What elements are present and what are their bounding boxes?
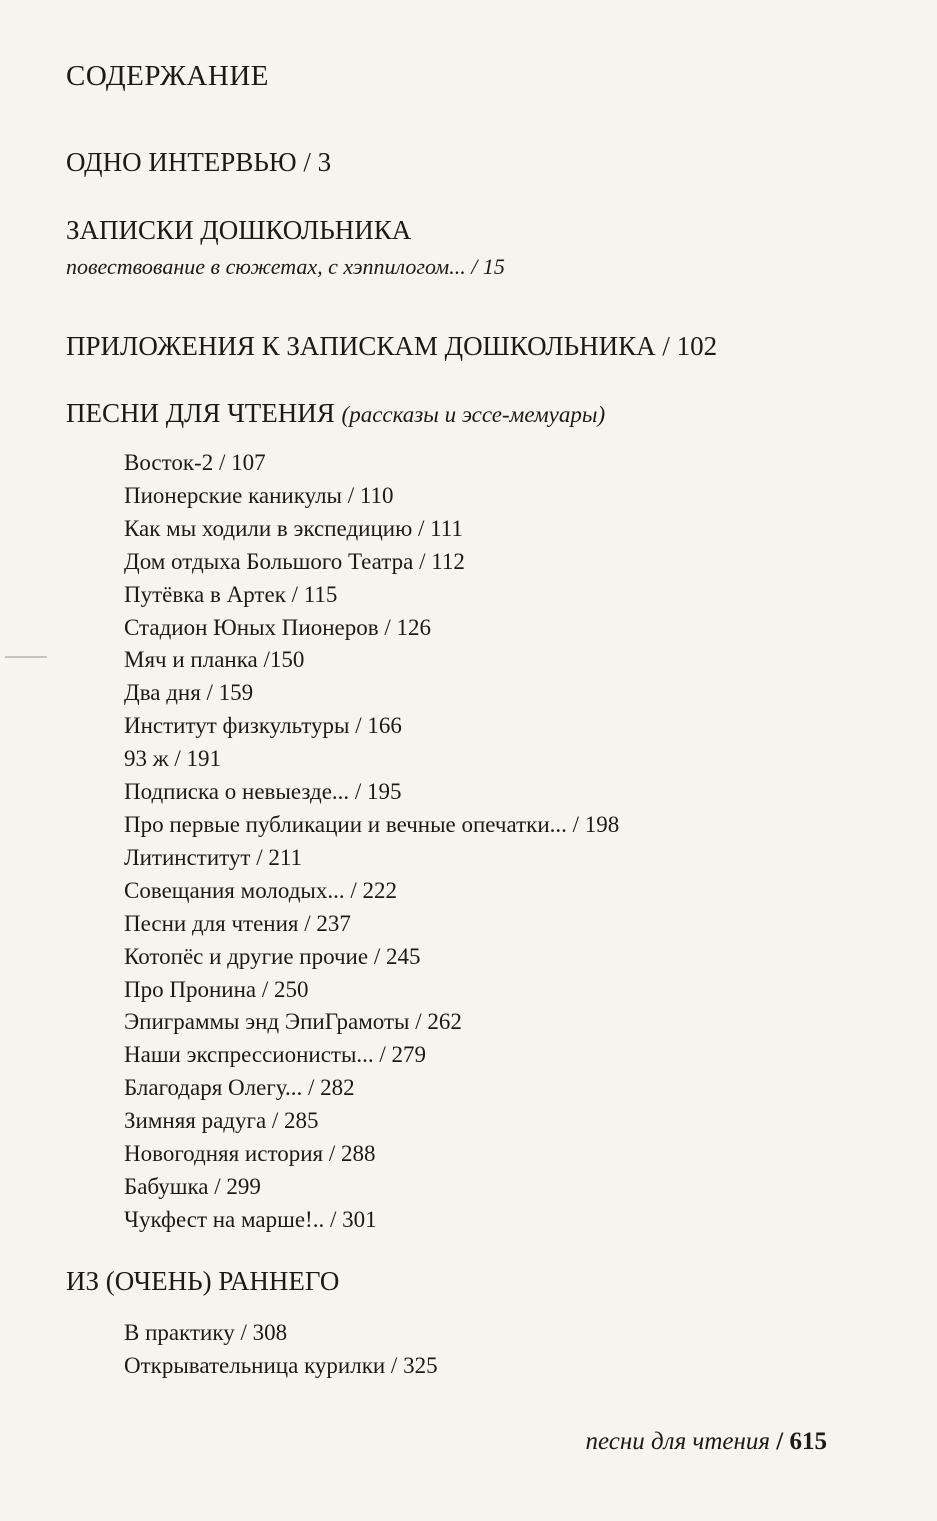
footer-page-number: / 615 xyxy=(776,1428,827,1455)
toc-entry: Зимняя радуга / 285 xyxy=(124,1108,319,1134)
toc-entry: Как мы ходили в экспедицию / 111 xyxy=(124,515,463,541)
toc-entry: Благодаря Олегу... / 282 xyxy=(124,1075,355,1101)
toc-entry: Мяч и планка /150 xyxy=(124,647,305,673)
toc-entry: Стадион Юных Пионеров / 126 xyxy=(124,614,431,640)
toc-entry: Наши экспрессионисты... / 279 xyxy=(124,1042,427,1068)
toc-entry: Литинститут / 211 xyxy=(124,844,302,870)
toc-entry: Путёвка в Артек / 115 xyxy=(124,581,338,607)
toc-entry: Пионерские каникулы / 110 xyxy=(124,482,394,508)
songs-list xyxy=(124,447,619,1237)
toc-entry: Песни для чтения / 237 xyxy=(124,910,351,936)
toc-entry: Про Пронина / 250 xyxy=(124,976,309,1002)
section-notes: ЗАПИСКИ ДОШКОЛЬНИКА xyxy=(66,215,412,245)
early-list xyxy=(124,1317,438,1383)
section-early: ИЗ (ОЧЕНЬ) РАННЕГО xyxy=(66,1266,340,1296)
section-songs xyxy=(66,398,605,429)
footer-title: песни для чтения xyxy=(585,1428,771,1455)
toc-entry: Институт физкультуры / 166 xyxy=(124,713,402,739)
toc-entry: Чукфест на марше!.. / 301 xyxy=(124,1206,377,1232)
toc-entry: Дом отдыха Большого Театра / 112 xyxy=(124,548,465,574)
section-songs-note: (рассказы и эссе-мемуары) xyxy=(341,402,606,427)
toc-entry: Эпиграммы энд ЭпиГрамоты / 262 xyxy=(124,1009,462,1035)
toc-entry: Бабушка / 299 xyxy=(124,1173,261,1199)
toc-entry: Подписка о невыезде... / 195 xyxy=(124,779,402,805)
toc-entry: Котопёс и другие прочие / 245 xyxy=(124,943,421,969)
toc-entry: Новогодняя история / 288 xyxy=(124,1141,376,1167)
toc-entry: Восток-2 / 107 xyxy=(124,450,266,475)
toc-entry: Совещания молодых... / 222 xyxy=(124,877,398,903)
section-interview: ОДНО ИНТЕРВЬЮ / 3 xyxy=(66,147,332,177)
section-songs-title: ПЕСНИ ДЛЯ ЧТЕНИЯ xyxy=(66,398,335,428)
page-title: СОДЕРЖАНИЕ xyxy=(66,60,269,92)
section-appendix: ПРИЛОЖЕНИЯ К ЗАПИСКАМ ДОШКОЛЬНИКА / 102 xyxy=(66,331,718,361)
toc-entry: Про первые публикации и вечные опечатки... / 198 xyxy=(124,811,620,837)
running-footer xyxy=(586,1428,828,1456)
toc-entry: Два дня / 159 xyxy=(124,680,254,706)
toc-entry: 93 ж / 191 xyxy=(124,746,222,772)
toc-entry: В практику / 308 xyxy=(124,1320,288,1345)
section-notes-subtitle: повествование в сюжетах, с хэппилогом... / 15 xyxy=(66,254,505,279)
toc-entry: Открывательница курилки / 325 xyxy=(124,1352,438,1378)
